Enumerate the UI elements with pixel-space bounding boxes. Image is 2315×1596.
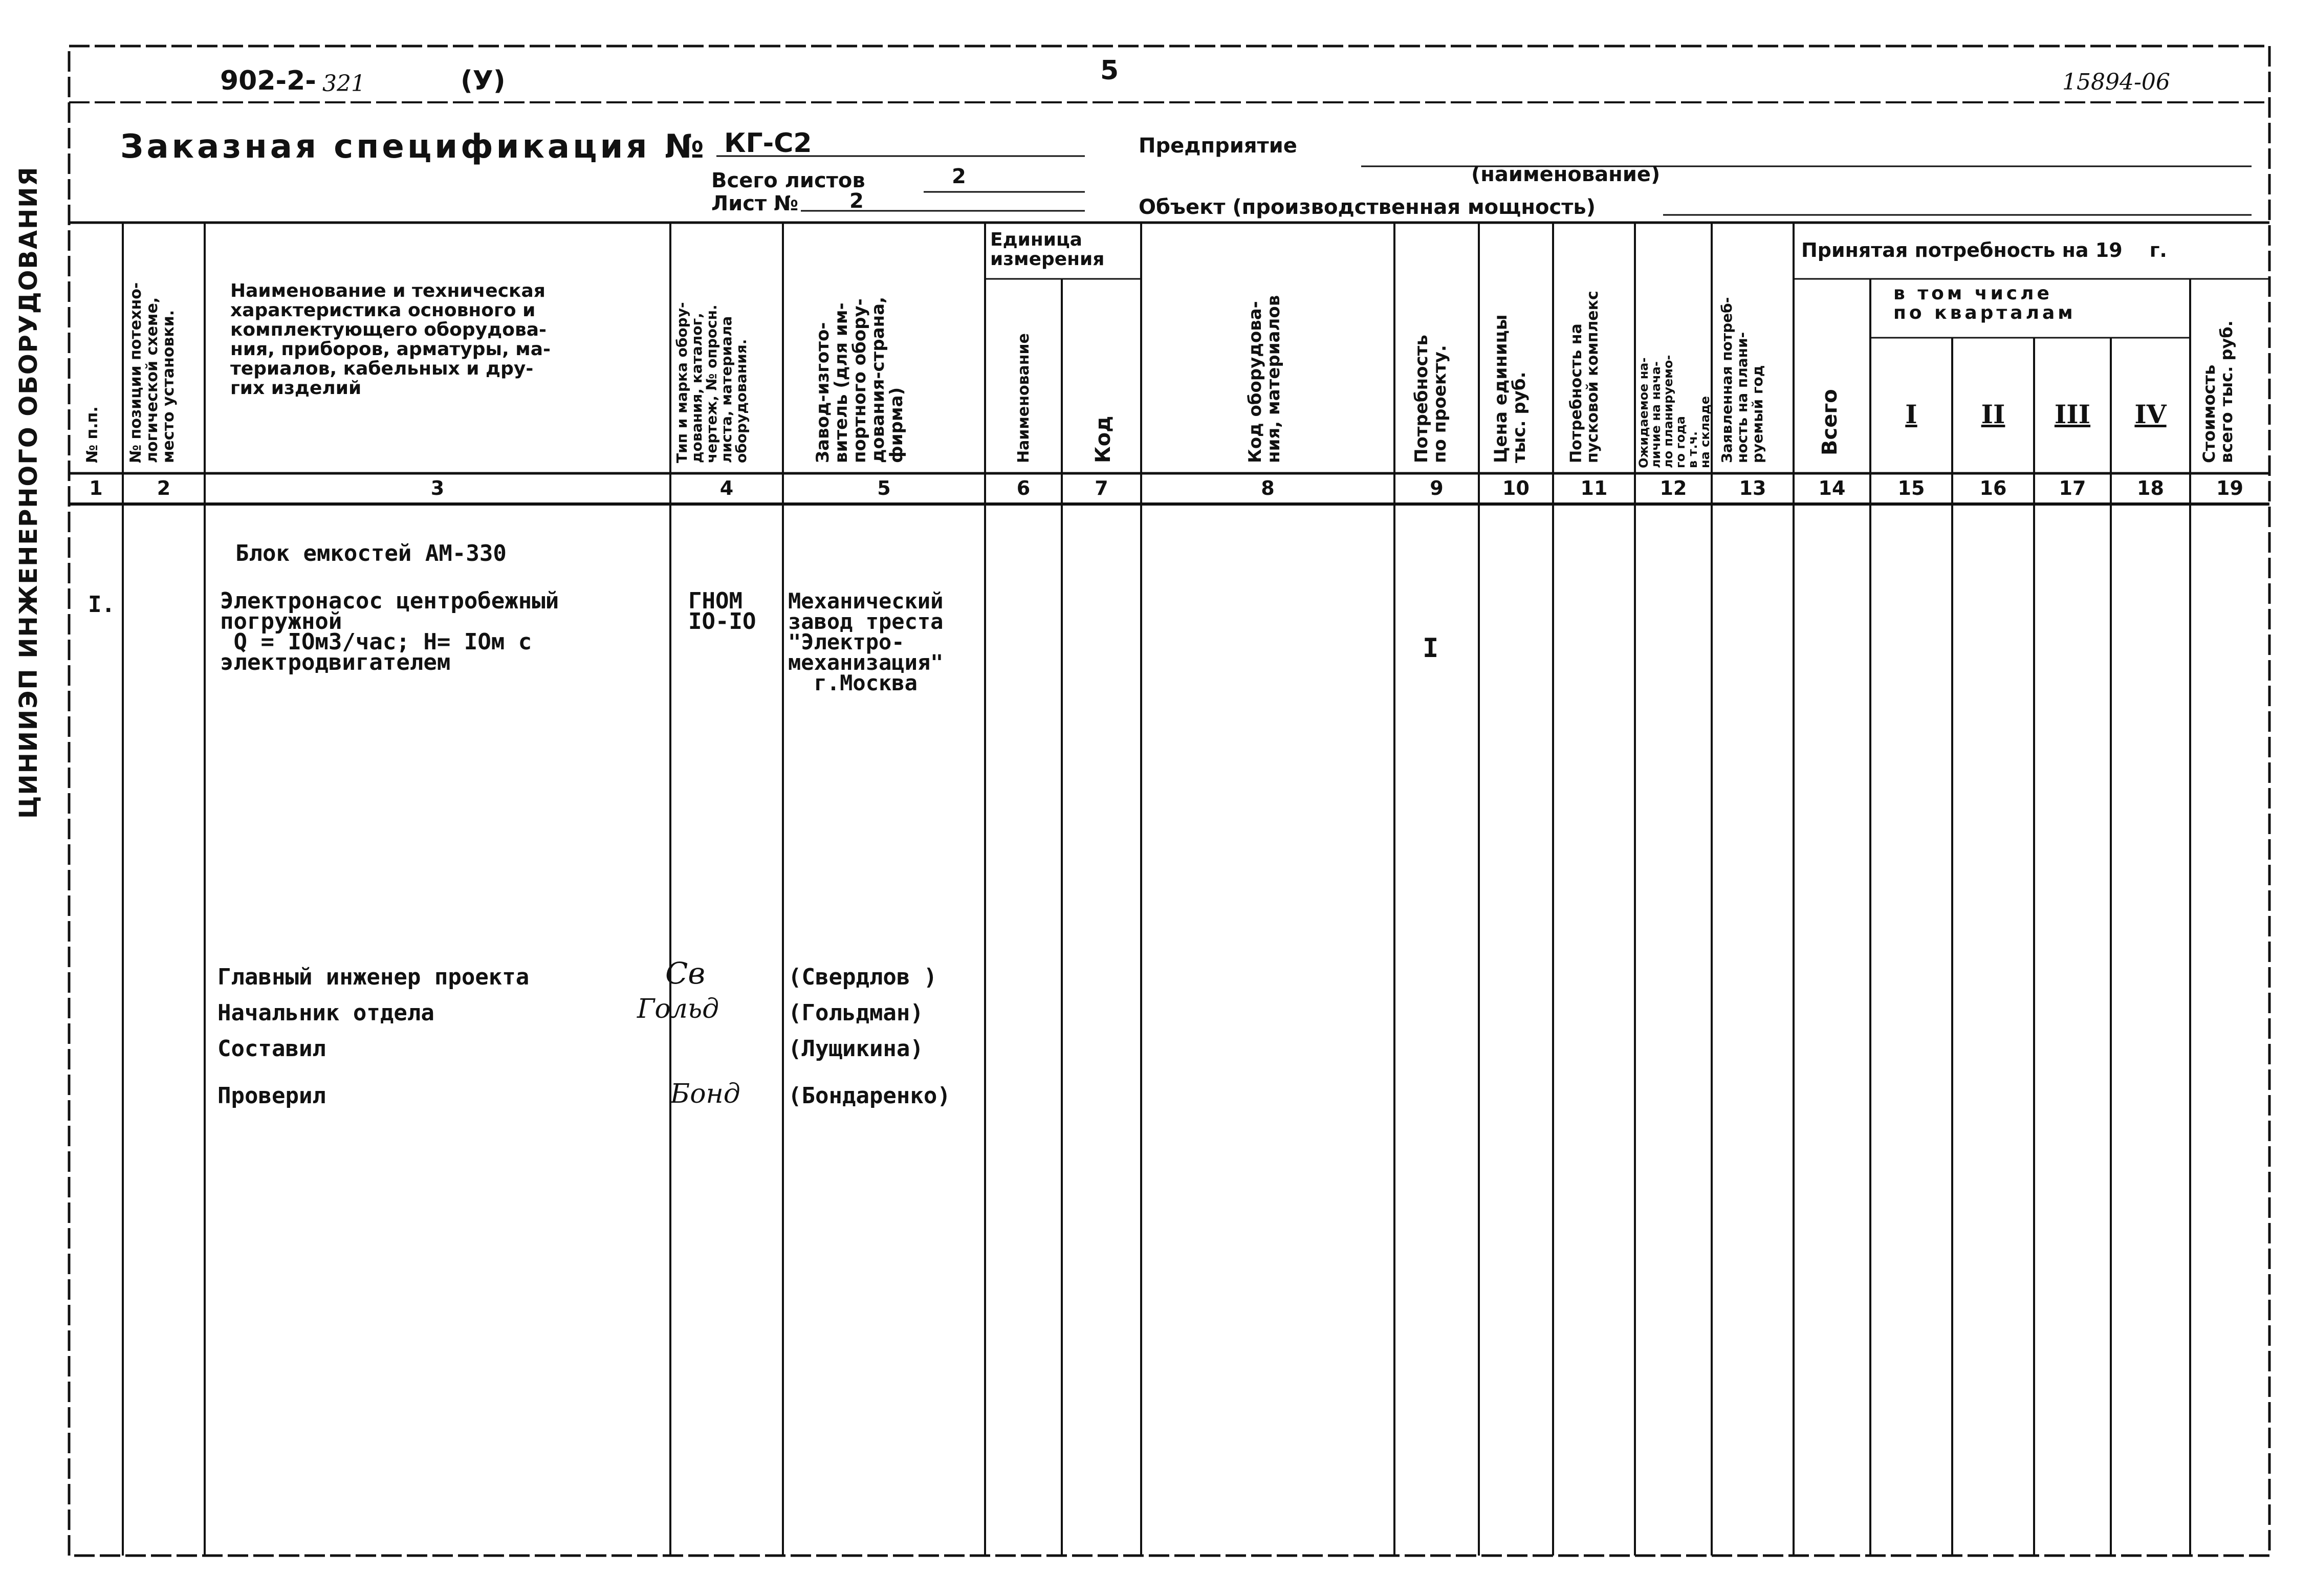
item-maker: Механический завод треста "Электро- механизация" г.Москва: [788, 588, 944, 695]
item-description: Электронасос центробежный погружной Q = IОм3/час; H= IОм с электродвигателем: [220, 588, 559, 675]
enterprise-label: Предприятие: [1139, 134, 1297, 158]
col-header-3: Наименование и техническая характеристика основного и комплектующего оборудова- ния, приборов, арматуры, ма- териалов, кабельных и дру- гих изделий: [230, 280, 551, 399]
unit-group-header: Единица измерения: [990, 229, 1105, 270]
col-header-13: Заявленная потреб- ность на плани- руемый год: [1718, 297, 1766, 463]
col-number: 12: [1659, 477, 1687, 499]
sheet-number: 2: [849, 189, 864, 213]
side-stamp: ЦИНИИЭП ИНЖЕНЕРНОГО ОБОРУДОВАНИЯ: [14, 166, 43, 819]
col-header-18: IV: [2134, 399, 2167, 429]
page-number: 5: [1100, 55, 1119, 86]
item-qty: I: [1423, 633, 1439, 664]
col-number: 13: [1739, 477, 1766, 499]
col-header-16: II: [1981, 399, 2005, 429]
total-sheets: 2: [952, 165, 966, 188]
col-number: 8: [1261, 477, 1275, 499]
col-number: 5: [877, 477, 891, 499]
project-code: 902-2-: [220, 65, 316, 96]
col-header-9: Потребность по проекту.: [1411, 335, 1450, 463]
spec-number: КГ-С2: [724, 128, 812, 159]
signature-hand: Гольд: [637, 994, 719, 1024]
sheet-label: Лист №: [711, 192, 799, 215]
col-header-12: Ожидаемое на- личие на нача- ло планируемо- го года в т.ч. на складе: [1636, 355, 1712, 468]
col-number: 9: [1430, 477, 1444, 499]
col-header-10: Цена единицы тыс. руб.: [1491, 314, 1530, 463]
col-header-4: Тип и марка обору- дования, каталог, чертеж, № опросн. листа, материала оборудования.: [673, 302, 750, 463]
col-number: 18: [2137, 477, 2164, 499]
col-number: 15: [1897, 477, 1925, 499]
block-title: Блок емкостей АМ-330: [235, 540, 507, 566]
col-header-6: Наименование: [1015, 333, 1033, 463]
col-number: 10: [1502, 477, 1530, 499]
col-number: 11: [1580, 477, 1608, 499]
signature-role: Проверил: [217, 1083, 326, 1109]
spec-title: Заказная спецификация №: [120, 128, 707, 166]
signature-name: (Бондаренко): [788, 1083, 951, 1109]
col-header-15: I: [1905, 399, 1917, 429]
col-number: 19: [2216, 477, 2243, 499]
signature-hand: Св: [665, 956, 706, 991]
signature-hand: Бонд: [670, 1079, 740, 1109]
col-number: 16: [1979, 477, 2007, 499]
col-number: 2: [157, 477, 171, 499]
signature-role: Начальник отдела: [217, 1000, 434, 1026]
total-sheets-label: Всего листов: [711, 169, 865, 192]
object-label: Объект (производственная мощность): [1139, 195, 1596, 219]
col-number: 7: [1095, 477, 1108, 499]
accepted-group-header: Принятая потребность на 19 г.: [1801, 239, 2167, 261]
signature-role: Главный инженер проекта: [217, 964, 530, 990]
col-header-8: Код оборудова- ния, материалов: [1245, 295, 1284, 463]
col-number: 4: [719, 477, 734, 499]
col-header-11: Потребность на пусковой комплекс: [1567, 291, 1602, 463]
item-type: ГНОМ IO-IO: [688, 588, 756, 635]
col-number: 17: [2059, 477, 2086, 499]
col-number: 3: [430, 477, 445, 499]
col-header-5: Завод-изгото- витель (для им- портного обору- дования-страна, фирма): [813, 296, 907, 463]
col-header-7: Код: [1091, 416, 1115, 463]
col-header-2: № позиции потехно- логической схеме, место установки.: [127, 282, 178, 463]
doc-number: 15894-06: [2062, 69, 2170, 95]
col-header-19: Стоимость всего тыс. руб.: [2199, 320, 2236, 463]
signature-name: (Гольдман): [788, 1000, 924, 1026]
col-number: 14: [1818, 477, 1846, 499]
signature-role: Составил: [217, 1036, 326, 1062]
signature-name: (Лущикина): [788, 1036, 924, 1062]
project-code-hand: 321: [322, 71, 365, 97]
col-header-14: Всего: [1818, 389, 1842, 455]
col-header-17: III: [2054, 399, 2091, 429]
col-number: 6: [1016, 477, 1031, 499]
variant-label: (У): [461, 65, 506, 96]
col-number: 1: [89, 477, 103, 499]
quarters-group-header: в том числе по кварталам: [1893, 283, 2076, 323]
item-number: I.: [88, 592, 115, 618]
name-hint: (наименование): [1471, 163, 1661, 186]
col-header-1: № п.п.: [83, 406, 101, 463]
signature-name: (Свердлов ): [788, 964, 937, 990]
